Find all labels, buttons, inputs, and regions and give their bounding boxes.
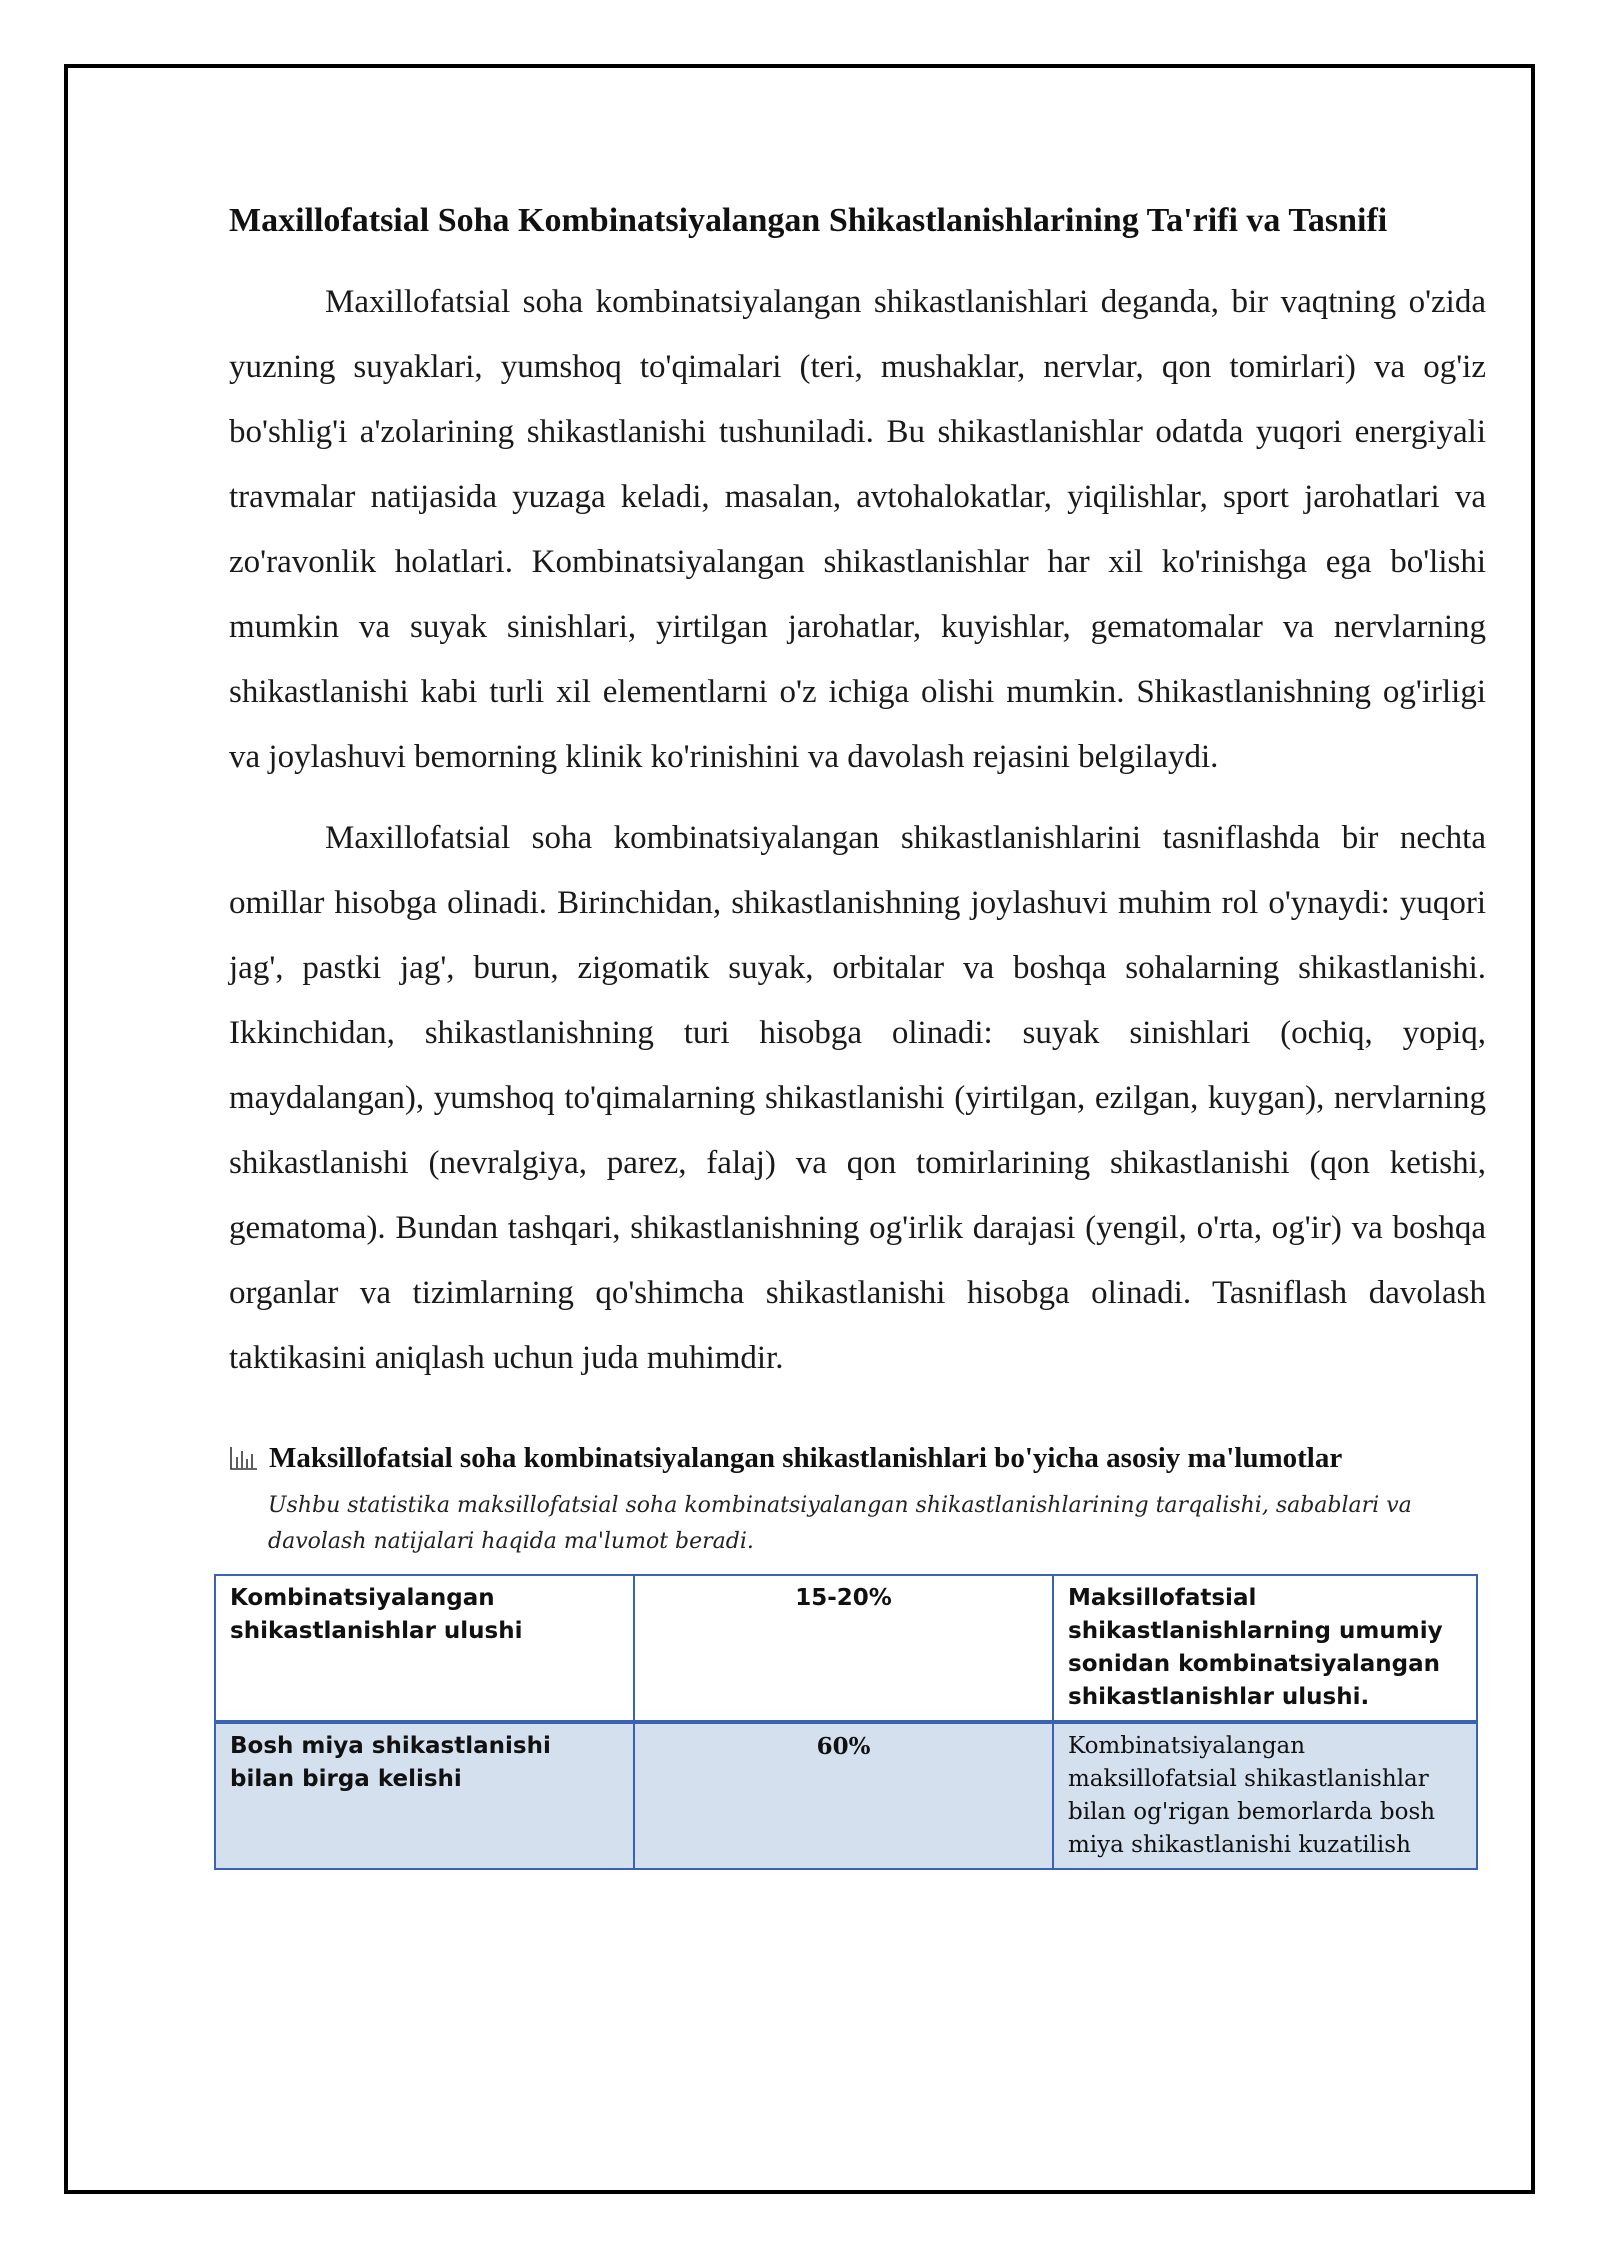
- stats-heading: [229, 1436, 1486, 1480]
- paragraph-classification: Maxillofatsial soha kombinatsiyalangan shikastlanishlarini tasniflashda bir nechta omillar hisobga olinadi. Birinchidan, shikastlanishning joylashuvi muhim rol o'ynaydi: yuqori jag', pastki jag', burun, zigomatik suyak, orbitalar va boshqa sohalarning shikastlanishi. Ikkinchidan, shikastlanishning turi hisobga olinadi: suyak sinishlari (ochiq, yopiq, maydalangan), yumshoq to'qimalarning shikastlanishi (yirtilgan, ezilgan, kuygan), nervlarning shikastlanishi (nevralgiya, parez, falaj) va qon tomirlarining shikastlanishi (qon ketishi, gematoma). Bundan tashqari, shikastlanishning og'irlik darajasi (yengil, o'rta, og'ir) va boshqa organlar va tizimlarning qo'shimcha shikastlanishi hisobga olinadi. Tasniflash davolash taktikasini aniqlash uchun juda muhimdir.: [229, 820, 1486, 1376]
- stats-note: Ushbu statistika maksillofatsial soha kombinatsiyalangan shikastlanishlarining tarqalishi, sabablari va davolash natijalari haqida ma'lumot beradi.: [268, 1493, 1412, 1554]
- row-label: Kombinatsiyalangan shikastlanishlar ulushi: [215, 1575, 634, 1722]
- row-description: Kombinatsiyalangan maksillofatsial shikastlanishlar bilan og'rigan bemorlarda bosh miya shikastlanishi kuzatilish: [1053, 1722, 1477, 1869]
- stats-table: [214, 1574, 1478, 1870]
- row-description: Maksillofatsial shikastlanishlarning umumiy sonidan kombinatsiyalangan shikastlanishlar ulushi.: [1053, 1575, 1477, 1722]
- bar-chart-icon: [229, 1445, 259, 1471]
- document-body: [229, 196, 1486, 1870]
- table-row: [215, 1575, 1477, 1722]
- stats-heading-text: Maksillofatsial soha kombinatsiyalangan shikastlanishlari bo'yicha asosiy ma'lumotlar: [269, 1442, 1343, 1474]
- row-label: Bosh miya shikastlanishi bilan birga kelishi: [215, 1722, 634, 1869]
- table-row: [215, 1722, 1477, 1869]
- paragraph-definition: Maxillofatsial soha kombinatsiyalangan shikastlanishlari deganda, bir vaqtning o'zida yuzning suyaklari, yumshoq to'qimalari (teri, mushaklar, nervlar, qon tomirlari) va og'iz bo'shlig'i a'zolarining shikastlanishi tushuniladi. Bu shikastlanishlar odatda yuqori energiyali travmalar natijasida yuzaga keladi, masalan, avtohalokatlar, yiqilishlar, sport jarohatlari va zo'ravonlik holatlari. Kombinatsiyalangan shikastlanishlar har xil ko'rinishga ega bo'lishi mumkin va suyak sinishlari, yirtilgan jarohatlar, kuyishlar, gematomalar va nervlarning shikastlanishi kabi turli xil elementlarni o'z ichiga olishi mumkin. Shikastlanishning og'irligi va joylashuvi bemorning klinik ko'rinishini va davolash rejasini belgilaydi.: [229, 284, 1486, 775]
- row-value: 60%: [634, 1722, 1053, 1869]
- row-value: 15-20%: [634, 1575, 1053, 1722]
- document-title: Maxillofatsial Soha Kombinatsiyalangan Shikastlanishlarining Ta'rifi va Tasnifi: [229, 202, 1388, 239]
